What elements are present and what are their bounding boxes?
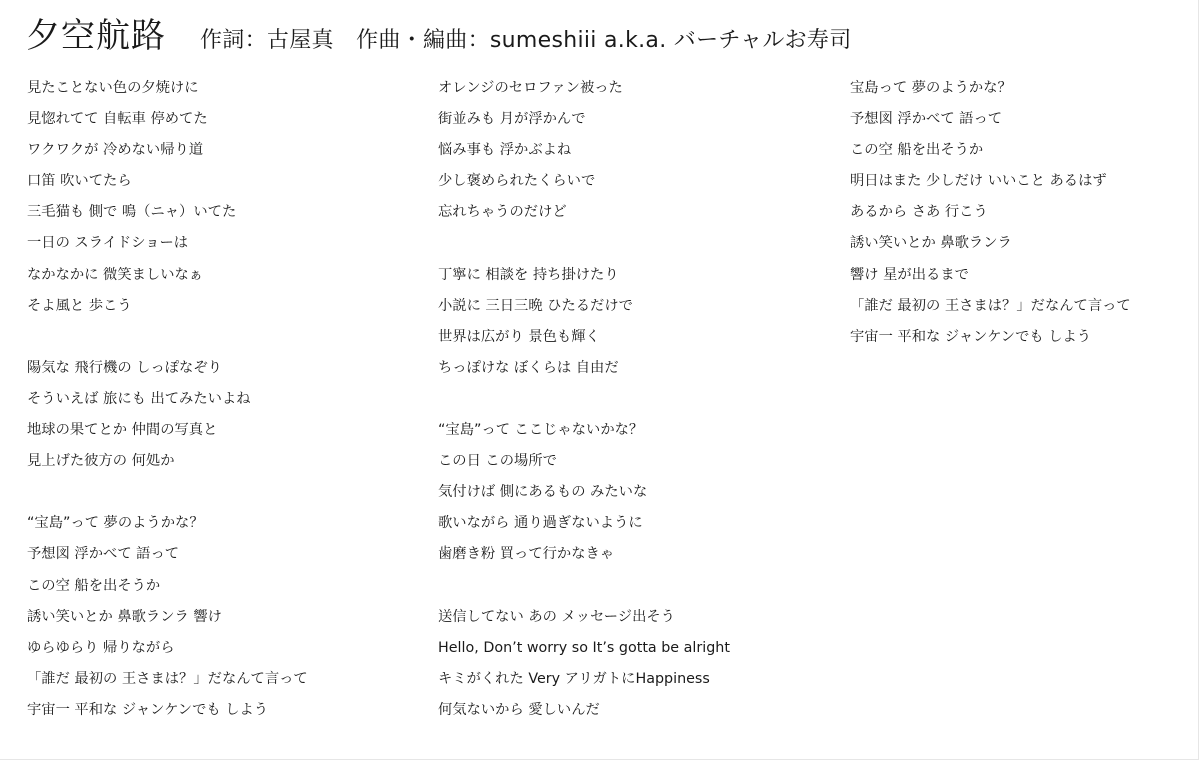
lyric-line: 見上げた彼方の 何処か xyxy=(27,453,175,470)
lyric-line: この空 船を出そうか xyxy=(27,577,161,594)
lyric-line: 三毛猫も 側で 鳴（ニャ）いてた xyxy=(27,204,237,221)
lyric-line: Hello, Don’t worry so It’s gotta be alright xyxy=(438,639,730,656)
song-credits: 作詞：古屋真 作曲・編曲：sumeshiii a.k.a. バーチャルお寿司 xyxy=(200,28,852,53)
lyric-line: この日 この場所で xyxy=(438,453,557,470)
lyric-line: 一日の スライドショーは xyxy=(27,235,189,252)
lyric-line: 明日はまた 少しだけ いいこと あるはず xyxy=(850,173,1107,190)
stanza-break xyxy=(27,477,427,508)
lyric-line: 歌いながら 通り過ぎないように xyxy=(438,515,643,532)
lyric-line: 口笛 吹いてたら xyxy=(27,173,132,190)
lyric-line: そよ風と 歩こう xyxy=(27,297,132,314)
song-title: 夕空航路 xyxy=(26,16,166,56)
lyric-line: 陽気な 飛行機の しっぽなぞり xyxy=(27,359,222,376)
lyric-line: 悩み事も 浮かぶよね xyxy=(438,142,572,159)
lyric-line: 地球の果てとか 仲間の写真と xyxy=(27,422,218,439)
lyric-line: 何気ないから 愛しいんだ xyxy=(438,701,600,718)
lyric-line: あるから さあ 行こう xyxy=(850,204,988,221)
lyric-line: キミがくれた Very アリガトにHappiness xyxy=(438,670,710,687)
lyric-line: なかなかに 微笑ましいなぁ xyxy=(27,266,204,283)
lyric-line: 宝島って 夢のようかな？ xyxy=(850,80,1012,96)
lyric-line: 予想図 浮かべて 語って xyxy=(850,111,1003,128)
lyric-line: ワクワクが 冷めない帰り道 xyxy=(27,142,204,159)
lyric-line: ちっぽけな ぼくらは 自由だ xyxy=(438,359,619,376)
lyric-line: 見たことない色の夕焼けに xyxy=(27,80,199,96)
lyric-line: 誘い笑いとか 鼻歌ランラ xyxy=(850,235,1012,252)
lyric-line: ゆらゆらり 帰りながら xyxy=(27,639,175,656)
lyric-line: 少し褒められたくらいで xyxy=(438,173,596,190)
lyric-line: 忘れちゃうのだけど xyxy=(438,204,567,221)
song-header xyxy=(26,12,852,60)
lyrics-column-2 xyxy=(438,73,838,726)
lyric-line: 丁寧に 相談を 持ち掛けたり xyxy=(438,266,619,283)
stanza-break xyxy=(438,228,838,259)
lyric-line: 「誰だ 最初の 王さまは？」だなんて言って xyxy=(850,297,1131,314)
lyric-line: 「誰だ 最初の 王さまは？」だなんて言って xyxy=(27,670,308,687)
lyric-line: “宝島”って 夢のようかな？ xyxy=(27,515,204,532)
lyric-line: オレンジのセロファン被った xyxy=(438,80,623,96)
lyric-line: 宇宙一 平和な ジャンケンでも しよう xyxy=(27,701,269,718)
lyric-line: 宇宙一 平和な ジャンケンでも しよう xyxy=(850,328,1092,345)
lyric-line: 街並みも 月が浮かんで xyxy=(438,111,586,128)
lyric-line: 世界は広がり 景色も輝く xyxy=(438,328,600,345)
lyric-line: 小説に 三日三晩 ひたるだけで xyxy=(438,297,633,314)
lyric-line: 歯磨き粉 買って行かなきゃ xyxy=(438,546,615,563)
lyric-line: 予想図 浮かべて 語って xyxy=(27,546,180,563)
lyric-line: 気付けば 側にあるもの みたいな xyxy=(438,484,648,501)
stanza-break xyxy=(438,571,838,602)
stanza-break xyxy=(438,384,838,415)
lyric-line: 見惚れてて 自転車 停めてた xyxy=(27,111,208,128)
lyric-line: 誘い笑いとか 鼻歌ランラ 響け xyxy=(27,608,222,625)
lyric-line: “宝島”って ここじゃないかな？ xyxy=(438,422,644,439)
lyrics-column-3 xyxy=(850,73,1195,353)
lyric-line: 響け 星が出るまで xyxy=(850,266,969,283)
lyric-line: 送信してない あの メッセージ出そう xyxy=(438,608,675,625)
lyrics-column-1 xyxy=(27,73,427,726)
lyric-line: そういえば 旅にも 出てみたいよね xyxy=(27,390,251,407)
lyric-line: この空 船を出そうか xyxy=(850,142,984,159)
stanza-break xyxy=(27,322,427,353)
